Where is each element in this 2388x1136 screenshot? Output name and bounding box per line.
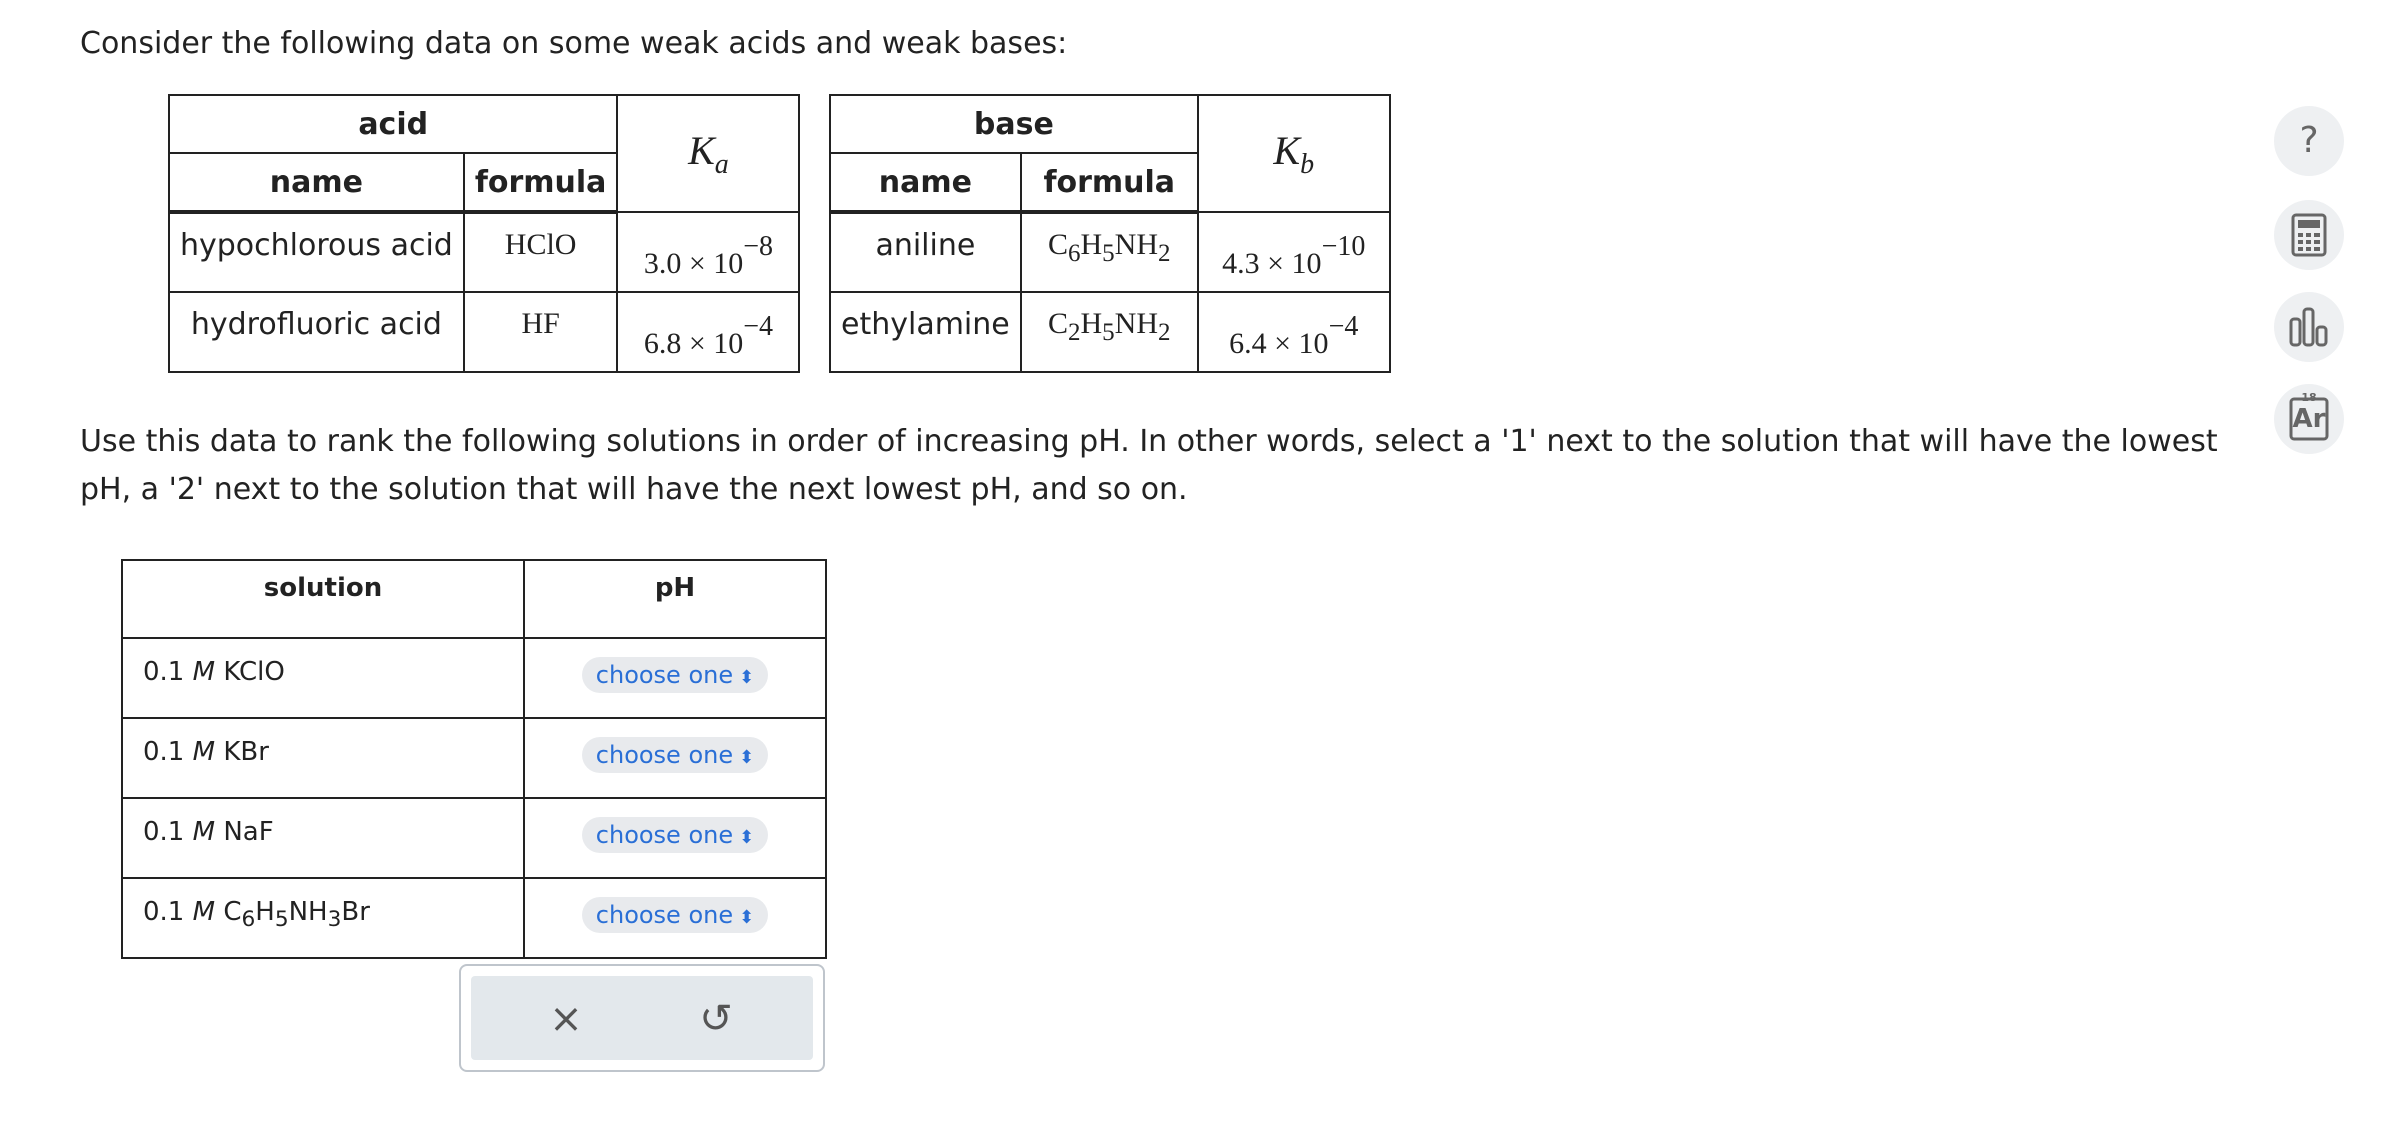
solution-label: 0.1 M KBr bbox=[122, 718, 524, 798]
acid-name-header: name bbox=[169, 153, 464, 212]
solution-header: solution bbox=[122, 560, 524, 638]
ka-header: $K_a$ bbox=[617, 95, 799, 212]
base-table bbox=[829, 94, 1391, 373]
ph-rank-select[interactable]: choose one ⬍ bbox=[582, 897, 768, 933]
base-group-header: base bbox=[830, 95, 1198, 153]
acid-formula: HF bbox=[464, 292, 618, 372]
bar-chart-icon bbox=[2287, 305, 2331, 349]
acid-row bbox=[169, 292, 799, 372]
updown-caret-icon: ⬍ bbox=[739, 667, 755, 688]
base-name: aniline bbox=[830, 212, 1021, 292]
updown-caret-icon: ⬍ bbox=[739, 827, 755, 848]
question-mark-icon: ? bbox=[2299, 120, 2319, 161]
ph-rank-select[interactable]: choose one ⬍ bbox=[582, 817, 768, 853]
periodic-element-number: 18 bbox=[2301, 391, 2317, 404]
calculator-icon bbox=[2289, 213, 2329, 257]
solution-row bbox=[122, 638, 826, 718]
help-button[interactable] bbox=[2274, 106, 2344, 176]
data-chart-button[interactable] bbox=[2274, 292, 2344, 362]
base-formula: $C_2H_5NH_2$ bbox=[1021, 292, 1198, 372]
close-icon: × bbox=[549, 996, 583, 1042]
ph-rank-select[interactable]: choose one ⬍ bbox=[582, 657, 768, 693]
acid-formula-header: formula bbox=[464, 153, 618, 212]
base-formula-header: formula bbox=[1021, 153, 1198, 212]
instructions-text: Use this data to rank the following solutions in order of increasing pH. In other words, select a '1' next to the solution that will have the lowest pH, a '2' next to the solution that will have the next lowest pH, and so on. bbox=[80, 424, 2218, 507]
ka-value: $6.8 \times 10^{-4}$ bbox=[617, 292, 799, 372]
acid-name: hypochlorous acid bbox=[169, 212, 464, 292]
calculator-button[interactable] bbox=[2274, 200, 2344, 270]
kb-header: $K_b$ bbox=[1198, 95, 1390, 212]
ph-header: pH bbox=[524, 560, 826, 638]
ph-rank-select[interactable]: choose one ⬍ bbox=[582, 737, 768, 773]
updown-caret-icon: ⬍ bbox=[739, 747, 755, 768]
solution-row bbox=[122, 798, 826, 878]
periodic-table-button[interactable] bbox=[2274, 384, 2344, 454]
base-row bbox=[830, 212, 1390, 292]
reset-button[interactable] bbox=[681, 984, 751, 1054]
solution-row bbox=[122, 878, 826, 958]
solution-label: 0.1 M NaF bbox=[122, 798, 524, 878]
undo-icon: ↺ bbox=[699, 996, 733, 1042]
clear-button[interactable] bbox=[531, 984, 601, 1054]
ka-value: $3.0 \times 10^{-8}$ bbox=[617, 212, 799, 292]
answer-action-bar bbox=[459, 964, 825, 1072]
kb-value: $4.3 \times 10^{-10}$ bbox=[1198, 212, 1390, 292]
periodic-element-label: Ar bbox=[2292, 404, 2326, 434]
solution-label: 0.1 M $C_6H_5NH_3Br$ bbox=[122, 878, 524, 958]
base-row bbox=[830, 292, 1390, 372]
acid-table bbox=[168, 94, 800, 373]
base-formula: $C_6H_5NH_2$ bbox=[1021, 212, 1198, 292]
acid-formula: HClO bbox=[464, 212, 618, 292]
kb-value: $6.4 \times 10^{-4}$ bbox=[1198, 292, 1390, 372]
solution-label: 0.1 M KClO bbox=[122, 638, 524, 718]
base-name: ethylamine bbox=[830, 292, 1021, 372]
base-name-header: name bbox=[830, 153, 1021, 212]
ranking-table bbox=[121, 559, 827, 959]
acid-name: hydrofluoric acid bbox=[169, 292, 464, 372]
acid-group-header: acid bbox=[169, 95, 617, 153]
updown-caret-icon: ⬍ bbox=[739, 907, 755, 928]
intro-text: Consider the following data on some weak acids and weak bases: bbox=[80, 26, 1068, 61]
solution-row bbox=[122, 718, 826, 798]
acid-row bbox=[169, 212, 799, 292]
